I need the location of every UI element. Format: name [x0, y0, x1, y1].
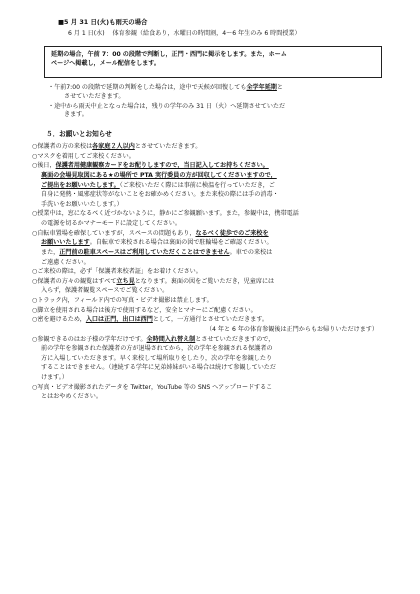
- section-title: ５．お願いとお知らせ: [46, 130, 112, 138]
- request-text: ○保護者の方々の観覧はすべて: [32, 277, 117, 285]
- request-text: 自身に発熱・風邪症状等がないことをお確かめください。また来校の際には手の消毒・: [41, 191, 279, 199]
- request-text: 入らず，保護者観覧スペースでご覧ください。: [41, 287, 169, 295]
- request-text: ご遠慮ください。: [41, 258, 90, 266]
- request-text: として，一方通行とさせていただきます。: [152, 316, 269, 324]
- note-text: させていただきます。: [64, 92, 125, 100]
- request-text: とさせていただきますので，: [195, 335, 275, 343]
- request-item: ○トラック内，フィールド内での写真・ビデオ撮影は禁止します。: [32, 297, 213, 304]
- rain-plan-date: 6 月 1 日(水): [68, 30, 105, 37]
- request-emphasis: 各家庭２人以内: [92, 143, 135, 150]
- note-text: ・午前7:00 の段階で延期の判断をした場合は，途中で天候が回復しても: [48, 84, 247, 91]
- request-emphasis: 正門前の駐車スペースはご利用していただくことはできません: [59, 248, 230, 256]
- requests-list: [32, 142, 388, 402]
- rain-plan-detail: 体育参観（給食あり，水曜日の時間割，4～6 年生のみ 6 時間授業）: [112, 30, 301, 37]
- request-text: することはできません。（連続する学年に兄弟姉妹がいる場合は続けて参観していただ: [41, 364, 276, 372]
- request-text: とさせていただきます。: [134, 143, 202, 150]
- request-item: [32, 161, 388, 209]
- request-text: ○自転車置場を確保していますが，スペースの問題もあり，: [32, 229, 196, 237]
- request-text: 前の学年を参観された保護者の方が退場されてから，次の学年を参観される保護者の: [41, 345, 273, 353]
- request-text: とはおやめください。: [41, 393, 102, 401]
- request-emphasis: 全時間入れ替え制: [146, 335, 196, 343]
- request-item: [32, 383, 388, 402]
- note-text: ・途中から雨天中止となった場合は，残りの学年のみ 31 日（火）へ延期させていただ: [48, 102, 286, 110]
- request-text: ○後日，: [32, 162, 56, 170]
- delay-notice-line: ページへ掲載し，メール配信をします。: [51, 60, 160, 68]
- request-item: [32, 142, 388, 152]
- request-item: [32, 229, 388, 268]
- request-text: ○写真・ビデオ撮影されたデータを Twitter，YouTube 等の SNS へアップロードするこ: [32, 383, 273, 391]
- request-text: また，: [41, 248, 60, 256]
- request-item: [32, 209, 388, 228]
- request-emphasis: 保護者用健康観察カードをお配りしますので，当日記入してお持ちください。: [55, 162, 269, 170]
- note-item: [48, 84, 384, 102]
- request-item: ○ご来校の際は，必ず「保護者来校者証」をお着けください。: [32, 268, 202, 276]
- request-text: ○参観できるのはお子様の学年だけです。: [32, 335, 147, 343]
- request-emphasis: 裏面の会場見取図にある★の場所で PTA 実行委員の方が回収してくださいますので，: [41, 171, 277, 179]
- note-text: と: [276, 84, 283, 91]
- request-item: [32, 277, 388, 296]
- request-text: 。車での来校は: [229, 248, 273, 256]
- rain-plan-title: ■5 月 31 日(火)も雨天の場合: [58, 18, 148, 26]
- request-emphasis: ご提出をお願いいたします。: [41, 181, 120, 189]
- request-item: [32, 315, 388, 325]
- request-text: ○授業中は，窓になるべく近づかないように，静かにご参観願います。また，参観中は，携帯電話: [32, 210, 299, 218]
- request-text: 手洗いをお願いいたします。）: [41, 200, 123, 208]
- request-emphasis: 入口は正門，出口は西門: [85, 316, 153, 324]
- request-text: 方に入場していただきます。早く来校して場所取りをしたり，次の学年を参観したり: [41, 354, 273, 362]
- request-text: ○保護者の方の来校は: [32, 143, 93, 150]
- rain-plan-schedule: [68, 30, 301, 38]
- note-emphasis: 全学年延期: [246, 84, 277, 91]
- request-emphasis: なるべく徒歩でのご来校を: [195, 229, 269, 237]
- delay-notice-box: [44, 46, 382, 78]
- request-text: の電源を切るかマナーモードに設定してください。: [41, 220, 181, 227]
- request-text: 。自転車で来校される場合は裏面の図で駐輪場をご確認ください。: [89, 239, 273, 247]
- request-item: ○マスクを着用してご来校ください。: [32, 152, 135, 160]
- request-text: となります。裏面の図をご覧いただき，児童席には: [134, 277, 275, 285]
- postponement-notes: [48, 84, 384, 121]
- request-text: ○密を避けるため，: [32, 316, 86, 324]
- request-text: （ご来校いただく際には事前に検温を行っていただき，ご: [119, 181, 275, 189]
- request-text: けます。）: [41, 374, 68, 381]
- request-item: [32, 335, 388, 383]
- request-emphasis: 立ち見: [116, 277, 135, 285]
- note-item: [48, 103, 384, 121]
- note-text: きます。: [64, 111, 88, 119]
- delay-notice-line: 延期の場合，午前 7：00 の段階で判断し，正門・西門に掲示をします。また，ホーム: [51, 51, 287, 58]
- request-emphasis: お願いいたします: [41, 239, 90, 247]
- request-item: ○脚立を使用される場合は後方で使用するなど，安全とマナーにご配慮ください。: [32, 306, 257, 314]
- request-note: （4 年と 6 年の体育参観後は正門からもお帰りいただけます）: [205, 325, 378, 333]
